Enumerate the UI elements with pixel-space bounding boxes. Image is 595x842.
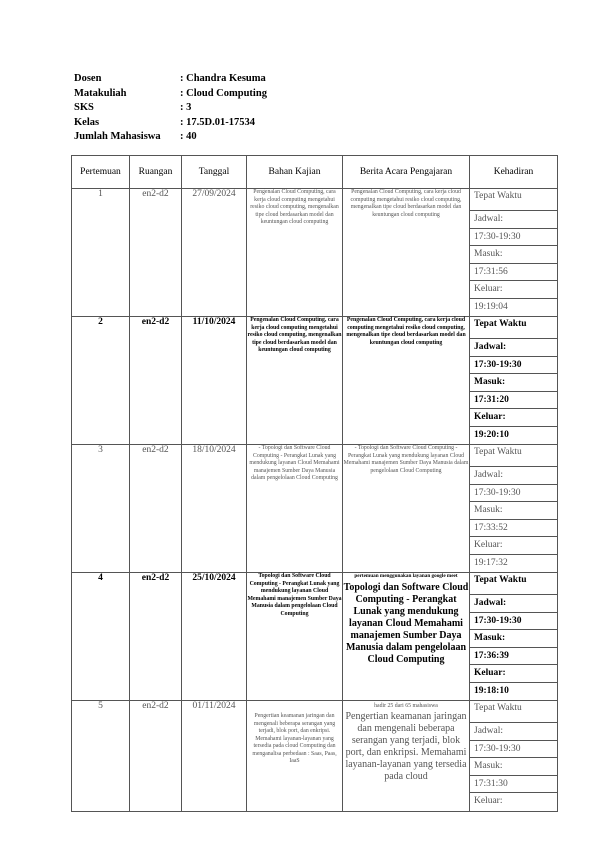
keluar-value: 19:19:04 [474, 301, 508, 312]
masuk-value: 17:31:56 [470, 264, 557, 282]
header-row-matakuliah [74, 87, 267, 102]
sks-value: : 3 [180, 102, 192, 113]
bahan-kajian-cell: - Topologi dan Software Cloud Computing - Perangkat Lunak yang mendukung layanan Cloud Memahami manajemen Sumber Daya Manusia dalam pengelolaan Cloud Computing [247, 445, 343, 573]
table-row [72, 445, 558, 573]
jadwal-label: Jadwal: [470, 595, 557, 613]
header-row-kelas [74, 116, 267, 131]
pertemuan-cell: 3 [72, 445, 130, 573]
berita-acara-cell [343, 701, 470, 812]
bahan-kajian-cell: Pengertian keamanan jaringan dan mengenali beberapa serangan yang terjadi, blok port, dan enkripsi. Memahami layanan-layanan yang tersedia pada cloud Computing dan menganalisa perbedaan : Saas, Paas, IaaS [247, 701, 343, 812]
bahan-kajian-cell: Topologi dan Software Cloud Computing - Perangkat Lunak yang mendukung layanan Cloud Memahami manajemen Sumber Daya Manusia dalam pengelolaan Cloud Computing [247, 573, 343, 701]
jadwal-value: 17:30-19:30 [470, 229, 557, 247]
bahan-kajian-cell: Pengenalan Cloud Computing, cara kerja cloud computing mengetahui resiko cloud computing, mengenalkan tipe cloud berdasarkan model dan keuntungan cloud computing [247, 317, 343, 445]
keluar-label: Keluar: [470, 537, 557, 555]
pertemuan-cell: 5 [72, 701, 130, 812]
ruangan-cell: en2-d2 [130, 317, 182, 445]
table-header-row [72, 156, 558, 189]
berita-acara-note: pertemuan menggunakan layanan google meet [354, 573, 458, 579]
masuk-value: 17:31:20 [470, 392, 557, 410]
jadwal-value: 17:30-19:30 [470, 357, 557, 375]
masuk-label: Masuk: [470, 374, 557, 392]
keluar-label: Keluar: [470, 281, 557, 299]
col-header-berita-acara: Berita Acara Pengajaran [343, 156, 470, 189]
masuk-value: 17:33:52 [470, 520, 557, 538]
matakuliah-label: Matakuliah [74, 87, 127, 99]
keluar-label: Keluar: [470, 409, 557, 427]
table-row [72, 573, 558, 701]
tanggal-cell: 01/11/2024 [182, 701, 247, 812]
table-row [72, 701, 558, 812]
jadwal-value: 17:30-19:30 [470, 613, 557, 631]
sks-label: SKS [74, 102, 94, 113]
jadwal-label: Jadwal: [470, 211, 557, 229]
kehadiran-status: Tepat Waktu [470, 445, 557, 467]
masuk-label: Masuk: [470, 758, 557, 776]
kehadiran-cell [470, 317, 558, 445]
keluar-label: Keluar: [470, 665, 557, 683]
masuk-value: 17:31:30 [470, 776, 557, 794]
col-header-ruangan: Ruangan [130, 156, 182, 189]
kelas-value: : 17.5D.01-17534 [180, 116, 255, 128]
col-header-bahan-kajian: Bahan Kajian [247, 156, 343, 189]
ruangan-cell: en2-d2 [130, 189, 182, 317]
kelas-label: Kelas [74, 116, 100, 128]
jadwal-value: 17:30-19:30 [470, 485, 557, 503]
pertemuan-cell: 1 [72, 189, 130, 317]
ruangan-cell: en2-d2 [130, 445, 182, 573]
header-row-dosen [74, 72, 267, 87]
berita-acara-cell: - Topologi dan Software Cloud Computing - Perangkat Lunak yang mendukung layanan Cloud Memahami manajemen Sumber Daya Manusia dalam pengelolaan Cloud Computing [343, 445, 470, 573]
masuk-value: 17:36:39 [470, 648, 557, 666]
table-row [72, 189, 558, 317]
keluar-value: 19:18:10 [474, 685, 509, 696]
berita-acara-note: hadir 25 dari 65 mahasiswa [374, 703, 438, 709]
keluar-value: 19:17:32 [474, 557, 508, 568]
kehadiran-status: Tepat Waktu [470, 189, 557, 211]
berita-acara-cell: Pengenalan Cloud Computing, cara kerja cloud computing mengetahui resiko cloud computing, mengenalkan tipe cloud berdasarkan model dan keuntungan cloud computing [343, 189, 470, 317]
jadwal-value: 17:30-19:30 [470, 741, 557, 759]
dosen-value: : Chandra Kesuma [180, 73, 266, 84]
kehadiran-cell [470, 573, 558, 701]
ruangan-cell: en2-d2 [130, 701, 182, 812]
masuk-label: Masuk: [470, 630, 557, 648]
masuk-label: Masuk: [470, 502, 557, 520]
col-header-tanggal: Tanggal [182, 156, 247, 189]
tanggal-cell: 27/09/2024 [182, 189, 247, 317]
jumlah-mahasiswa-value: : 40 [180, 131, 197, 142]
berita-acara-text: Topologi dan Software Cloud Computing - Perangkat Lunak yang mendukung layanan Cloud Memahami manajemen Sumber Daya Manusia dalam pengelolaan Cloud Computing [343, 581, 469, 665]
kehadiran-status: Tepat Waktu [470, 317, 557, 339]
col-header-kehadiran: Kehadiran [470, 156, 558, 189]
tanggal-cell: 11/10/2024 [182, 317, 247, 445]
jumlah-mahasiswa-label: Jumlah Mahasiswa [74, 131, 161, 142]
berita-acara-cell: Pengenalan Cloud Computing, cara kerja cloud computing mengetahui resiko cloud computing, mengenalkan tipe cloud berdasarkan model dan keuntungan cloud computing [343, 317, 470, 445]
jadwal-label: Jadwal: [470, 723, 557, 741]
table-row [72, 317, 558, 445]
tanggal-cell: 25/10/2024 [182, 573, 247, 701]
kehadiran-cell [470, 189, 558, 317]
matakuliah-value: : Cloud Computing [180, 87, 267, 99]
header-row-sks [74, 101, 267, 116]
ruangan-cell: en2-d2 [130, 573, 182, 701]
masuk-label: Masuk: [470, 246, 557, 264]
pertemuan-cell: 4 [72, 573, 130, 701]
attendance-table [71, 155, 558, 812]
kehadiran-status: Tepat Waktu [470, 701, 557, 723]
keluar-label: Keluar: [474, 796, 503, 806]
col-header-pertemuan: Pertemuan [72, 156, 130, 189]
berita-acara-cell [343, 573, 470, 701]
jadwal-label: Jadwal: [470, 339, 557, 357]
berita-acara-text: Pengertian keamanan jaringan dan mengenali beberapa serangan yang terjadi, blok port, dan enkripsi. Memahami layanan-layanan yang tersedia pada cloud [345, 711, 467, 782]
tanggal-cell: 18/10/2024 [182, 445, 247, 573]
document-header [74, 72, 267, 145]
bahan-kajian-cell: Pengenalan Cloud Computing, cara kerja cloud computing mengetahui resiko cloud computing, mengenalkan tipe cloud berdasarkan model dan keuntungan cloud computing [247, 189, 343, 317]
jadwal-label: Jadwal: [470, 467, 557, 485]
kehadiran-status: Tepat Waktu [470, 573, 557, 595]
kehadiran-cell [470, 445, 558, 573]
keluar-value: 19:20:10 [474, 429, 509, 440]
dosen-label: Dosen [74, 73, 102, 84]
pertemuan-cell: 2 [72, 317, 130, 445]
header-row-jumlah-mahasiswa [74, 130, 267, 145]
kehadiran-cell [470, 701, 558, 812]
